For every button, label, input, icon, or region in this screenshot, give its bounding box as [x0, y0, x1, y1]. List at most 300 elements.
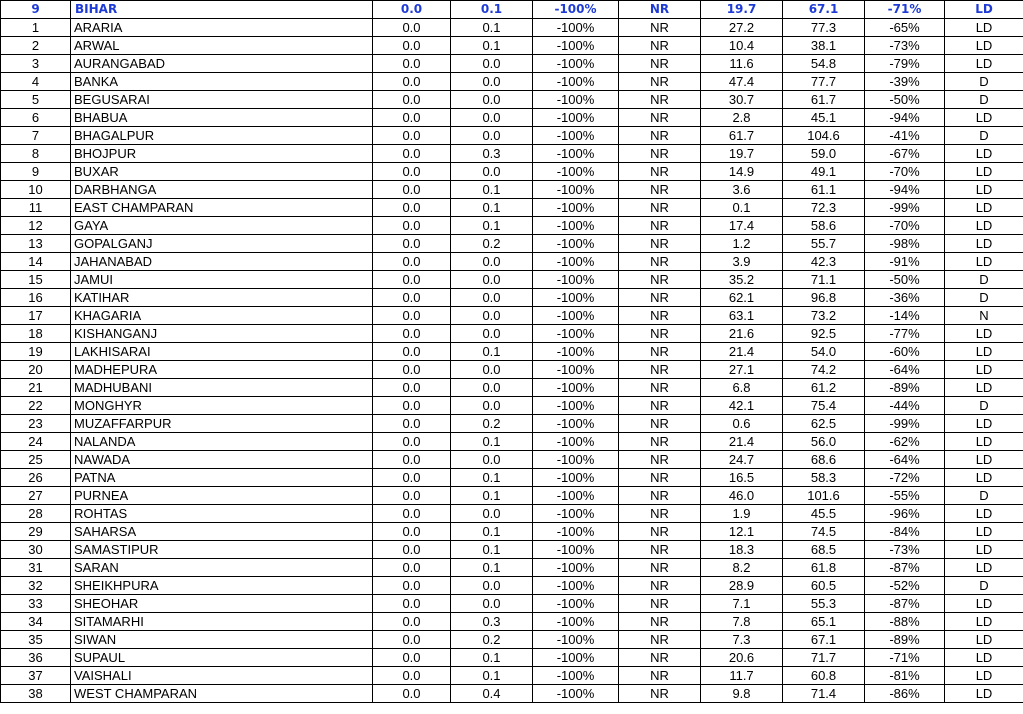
col-5: 24.7: [701, 451, 783, 469]
col-3: -100%: [533, 307, 619, 325]
col-7: -86%: [865, 685, 945, 703]
col-4: NR: [619, 397, 701, 415]
col-4: NR: [619, 487, 701, 505]
district-number: 23: [1, 415, 71, 433]
col-5: 1.9: [701, 505, 783, 523]
table-row: [1, 595, 1023, 613]
col-8: LD: [945, 163, 1023, 181]
col-8: LD: [945, 19, 1023, 37]
col-5: 16.5: [701, 469, 783, 487]
table-row: [1, 325, 1023, 343]
col-3: -100%: [533, 145, 619, 163]
col-3: -100%: [533, 217, 619, 235]
col-7: -50%: [865, 271, 945, 289]
table-row: [1, 109, 1023, 127]
table-row: [1, 253, 1023, 271]
col-7: -91%: [865, 253, 945, 271]
district-number: 38: [1, 685, 71, 703]
col-8: LD: [945, 649, 1023, 667]
col-1: 0.0: [373, 145, 451, 163]
col-7: -87%: [865, 559, 945, 577]
col-2: 0.0: [451, 379, 533, 397]
col-8: LD: [945, 217, 1023, 235]
col-3: -100%: [533, 199, 619, 217]
district-name: KATIHAR: [71, 289, 373, 307]
state-col-5: 19.7: [701, 1, 783, 19]
col-8: LD: [945, 595, 1023, 613]
col-6: 61.7: [783, 91, 865, 109]
col-5: 20.6: [701, 649, 783, 667]
district-number: 1: [1, 19, 71, 37]
col-5: 0.6: [701, 415, 783, 433]
col-3: -100%: [533, 289, 619, 307]
col-3: -100%: [533, 37, 619, 55]
col-3: -100%: [533, 253, 619, 271]
col-5: 27.2: [701, 19, 783, 37]
district-name: SIWAN: [71, 631, 373, 649]
table-row: [1, 217, 1023, 235]
table-row: [1, 19, 1023, 37]
table-row: [1, 451, 1023, 469]
col-3: -100%: [533, 181, 619, 199]
col-5: 21.4: [701, 343, 783, 361]
col-4: NR: [619, 55, 701, 73]
col-3: -100%: [533, 577, 619, 595]
col-7: -70%: [865, 217, 945, 235]
col-2: 0.4: [451, 685, 533, 703]
col-6: 58.6: [783, 217, 865, 235]
col-5: 18.3: [701, 541, 783, 559]
district-name: SHEIKHPURA: [71, 577, 373, 595]
col-3: -100%: [533, 109, 619, 127]
col-3: -100%: [533, 649, 619, 667]
col-6: 104.6: [783, 127, 865, 145]
table-row: [1, 163, 1023, 181]
district-name: ARWAL: [71, 37, 373, 55]
state-col-6: 67.1: [783, 1, 865, 19]
col-5: 46.0: [701, 487, 783, 505]
col-8: LD: [945, 37, 1023, 55]
col-7: -84%: [865, 523, 945, 541]
district-number: 2: [1, 37, 71, 55]
col-5: 12.1: [701, 523, 783, 541]
col-3: -100%: [533, 91, 619, 109]
district-number: 16: [1, 289, 71, 307]
col-6: 68.6: [783, 451, 865, 469]
col-6: 55.3: [783, 595, 865, 613]
district-name: MUZAFFARPUR: [71, 415, 373, 433]
district-number: 31: [1, 559, 71, 577]
col-6: 45.1: [783, 109, 865, 127]
col-5: 3.6: [701, 181, 783, 199]
col-2: 0.1: [451, 649, 533, 667]
district-number: 21: [1, 379, 71, 397]
col-1: 0.0: [373, 289, 451, 307]
col-2: 0.0: [451, 55, 533, 73]
table-row: [1, 37, 1023, 55]
col-2: 0.0: [451, 253, 533, 271]
district-number: 19: [1, 343, 71, 361]
col-2: 0.1: [451, 667, 533, 685]
district-number: 34: [1, 613, 71, 631]
col-2: 0.1: [451, 37, 533, 55]
col-8: LD: [945, 613, 1023, 631]
col-2: 0.0: [451, 361, 533, 379]
col-5: 3.9: [701, 253, 783, 271]
col-8: LD: [945, 253, 1023, 271]
state-col-4: NR: [619, 1, 701, 19]
district-number: 25: [1, 451, 71, 469]
col-6: 61.2: [783, 379, 865, 397]
col-8: D: [945, 271, 1023, 289]
col-8: N: [945, 307, 1023, 325]
table-row: [1, 469, 1023, 487]
district-name: DARBHANGA: [71, 181, 373, 199]
district-name: EAST CHAMPARAN: [71, 199, 373, 217]
state-name: BIHAR: [71, 1, 373, 19]
table-row: [1, 73, 1023, 91]
table-row: [1, 127, 1023, 145]
col-7: -81%: [865, 667, 945, 685]
col-1: 0.0: [373, 685, 451, 703]
col-5: 6.8: [701, 379, 783, 397]
col-8: LD: [945, 667, 1023, 685]
col-7: -67%: [865, 145, 945, 163]
district-number: 28: [1, 505, 71, 523]
district-name: JAHANABAD: [71, 253, 373, 271]
district-name: AURANGABAD: [71, 55, 373, 73]
col-6: 55.7: [783, 235, 865, 253]
col-1: 0.0: [373, 505, 451, 523]
col-2: 0.0: [451, 109, 533, 127]
district-rows: [1, 19, 1023, 703]
col-5: 19.7: [701, 145, 783, 163]
col-1: 0.0: [373, 217, 451, 235]
district-name: BEGUSARAI: [71, 91, 373, 109]
col-7: -94%: [865, 109, 945, 127]
col-1: 0.0: [373, 415, 451, 433]
col-2: 0.1: [451, 181, 533, 199]
col-1: 0.0: [373, 613, 451, 631]
col-3: -100%: [533, 667, 619, 685]
col-7: -60%: [865, 343, 945, 361]
col-3: -100%: [533, 271, 619, 289]
col-6: 72.3: [783, 199, 865, 217]
col-7: -99%: [865, 199, 945, 217]
col-7: -72%: [865, 469, 945, 487]
col-8: LD: [945, 181, 1023, 199]
col-8: D: [945, 487, 1023, 505]
col-5: 9.8: [701, 685, 783, 703]
district-name: KHAGARIA: [71, 307, 373, 325]
col-5: 27.1: [701, 361, 783, 379]
col-1: 0.0: [373, 199, 451, 217]
col-1: 0.0: [373, 595, 451, 613]
col-4: NR: [619, 685, 701, 703]
table-row: [1, 559, 1023, 577]
col-7: -88%: [865, 613, 945, 631]
district-number: 4: [1, 73, 71, 91]
col-2: 0.1: [451, 559, 533, 577]
col-3: -100%: [533, 433, 619, 451]
table-row: [1, 487, 1023, 505]
table-row: [1, 649, 1023, 667]
col-7: -55%: [865, 487, 945, 505]
col-2: 0.1: [451, 19, 533, 37]
col-1: 0.0: [373, 55, 451, 73]
col-5: 2.8: [701, 109, 783, 127]
col-8: LD: [945, 469, 1023, 487]
district-name: MADHUBANI: [71, 379, 373, 397]
district-name: NAWADA: [71, 451, 373, 469]
col-4: NR: [619, 235, 701, 253]
state-summary-row: [1, 1, 1023, 19]
col-6: 60.5: [783, 577, 865, 595]
col-4: NR: [619, 163, 701, 181]
district-number: 29: [1, 523, 71, 541]
col-6: 54.8: [783, 55, 865, 73]
col-4: NR: [619, 469, 701, 487]
col-4: NR: [619, 325, 701, 343]
col-2: 0.1: [451, 199, 533, 217]
col-2: 0.3: [451, 145, 533, 163]
district-name: BHABUA: [71, 109, 373, 127]
table-row: [1, 505, 1023, 523]
col-2: 0.2: [451, 631, 533, 649]
col-6: 61.1: [783, 181, 865, 199]
table-row: [1, 685, 1023, 703]
col-4: NR: [619, 253, 701, 271]
district-name: SAHARSA: [71, 523, 373, 541]
district-name: BUXAR: [71, 163, 373, 181]
col-4: NR: [619, 649, 701, 667]
col-3: -100%: [533, 19, 619, 37]
district-number: 33: [1, 595, 71, 613]
col-6: 73.2: [783, 307, 865, 325]
col-3: -100%: [533, 559, 619, 577]
col-4: NR: [619, 19, 701, 37]
col-1: 0.0: [373, 649, 451, 667]
district-name: SHEOHAR: [71, 595, 373, 613]
col-4: NR: [619, 433, 701, 451]
col-5: 11.6: [701, 55, 783, 73]
district-number: 26: [1, 469, 71, 487]
col-7: -89%: [865, 379, 945, 397]
col-7: -98%: [865, 235, 945, 253]
col-1: 0.0: [373, 487, 451, 505]
col-6: 61.8: [783, 559, 865, 577]
district-name: MONGHYR: [71, 397, 373, 415]
col-7: -79%: [865, 55, 945, 73]
col-5: 11.7: [701, 667, 783, 685]
col-1: 0.0: [373, 433, 451, 451]
col-4: NR: [619, 271, 701, 289]
col-1: 0.0: [373, 541, 451, 559]
table-row: [1, 397, 1023, 415]
col-8: D: [945, 91, 1023, 109]
col-2: 0.0: [451, 451, 533, 469]
district-name: BHAGALPUR: [71, 127, 373, 145]
col-2: 0.3: [451, 613, 533, 631]
district-name: PURNEA: [71, 487, 373, 505]
col-7: -65%: [865, 19, 945, 37]
table-row: [1, 667, 1023, 685]
col-7: -50%: [865, 91, 945, 109]
col-8: D: [945, 289, 1023, 307]
col-4: NR: [619, 343, 701, 361]
col-6: 56.0: [783, 433, 865, 451]
col-2: 0.1: [451, 523, 533, 541]
col-1: 0.0: [373, 577, 451, 595]
col-8: LD: [945, 559, 1023, 577]
col-5: 14.9: [701, 163, 783, 181]
col-5: 7.1: [701, 595, 783, 613]
col-6: 49.1: [783, 163, 865, 181]
district-number: 10: [1, 181, 71, 199]
state-col-3: -100%: [533, 1, 619, 19]
col-3: -100%: [533, 451, 619, 469]
state-col-8: LD: [945, 1, 1023, 19]
col-4: NR: [619, 505, 701, 523]
col-3: -100%: [533, 55, 619, 73]
col-5: 10.4: [701, 37, 783, 55]
district-name: SITAMARHI: [71, 613, 373, 631]
col-7: -52%: [865, 577, 945, 595]
col-4: NR: [619, 73, 701, 91]
col-4: NR: [619, 109, 701, 127]
col-4: NR: [619, 199, 701, 217]
col-1: 0.0: [373, 109, 451, 127]
col-7: -96%: [865, 505, 945, 523]
col-8: LD: [945, 379, 1023, 397]
col-2: 0.0: [451, 163, 533, 181]
col-6: 45.5: [783, 505, 865, 523]
col-4: NR: [619, 91, 701, 109]
col-2: 0.2: [451, 415, 533, 433]
col-2: 0.0: [451, 505, 533, 523]
district-number: 6: [1, 109, 71, 127]
col-6: 58.3: [783, 469, 865, 487]
district-name: PATNA: [71, 469, 373, 487]
district-name: SARAN: [71, 559, 373, 577]
col-6: 74.2: [783, 361, 865, 379]
col-6: 59.0: [783, 145, 865, 163]
district-name: MADHEPURA: [71, 361, 373, 379]
table-row: [1, 199, 1023, 217]
table-row: [1, 433, 1023, 451]
table-row: [1, 271, 1023, 289]
col-3: -100%: [533, 361, 619, 379]
district-number: 15: [1, 271, 71, 289]
col-8: D: [945, 73, 1023, 91]
table-row: [1, 145, 1023, 163]
col-5: 62.1: [701, 289, 783, 307]
col-4: NR: [619, 289, 701, 307]
col-7: -94%: [865, 181, 945, 199]
col-1: 0.0: [373, 19, 451, 37]
col-5: 7.8: [701, 613, 783, 631]
col-6: 67.1: [783, 631, 865, 649]
col-8: LD: [945, 55, 1023, 73]
col-2: 0.0: [451, 73, 533, 91]
table-row: [1, 361, 1023, 379]
col-8: LD: [945, 685, 1023, 703]
district-number: 27: [1, 487, 71, 505]
col-4: NR: [619, 613, 701, 631]
col-6: 38.1: [783, 37, 865, 55]
col-2: 0.0: [451, 595, 533, 613]
district-name: GOPALGANJ: [71, 235, 373, 253]
col-4: NR: [619, 361, 701, 379]
state-number: 9: [1, 1, 71, 19]
col-5: 21.4: [701, 433, 783, 451]
table-row: [1, 289, 1023, 307]
district-number: 18: [1, 325, 71, 343]
col-8: LD: [945, 631, 1023, 649]
col-1: 0.0: [373, 91, 451, 109]
col-4: NR: [619, 37, 701, 55]
col-3: -100%: [533, 685, 619, 703]
col-5: 47.4: [701, 73, 783, 91]
col-1: 0.0: [373, 469, 451, 487]
district-name: SUPAUL: [71, 649, 373, 667]
district-number: 22: [1, 397, 71, 415]
col-1: 0.0: [373, 181, 451, 199]
col-4: NR: [619, 145, 701, 163]
col-2: 0.1: [451, 541, 533, 559]
col-3: -100%: [533, 397, 619, 415]
col-7: -39%: [865, 73, 945, 91]
col-1: 0.0: [373, 127, 451, 145]
col-7: -70%: [865, 163, 945, 181]
col-1: 0.0: [373, 361, 451, 379]
col-3: -100%: [533, 379, 619, 397]
col-6: 74.5: [783, 523, 865, 541]
col-4: NR: [619, 127, 701, 145]
col-8: D: [945, 127, 1023, 145]
col-8: LD: [945, 451, 1023, 469]
district-number: 9: [1, 163, 71, 181]
col-3: -100%: [533, 163, 619, 181]
col-4: NR: [619, 541, 701, 559]
col-4: NR: [619, 415, 701, 433]
state-col-2: 0.1: [451, 1, 533, 19]
col-3: -100%: [533, 235, 619, 253]
col-7: -36%: [865, 289, 945, 307]
col-3: -100%: [533, 469, 619, 487]
col-3: -100%: [533, 505, 619, 523]
col-3: -100%: [533, 541, 619, 559]
col-3: -100%: [533, 631, 619, 649]
col-3: -100%: [533, 523, 619, 541]
col-1: 0.0: [373, 523, 451, 541]
col-6: 96.8: [783, 289, 865, 307]
state-col-7: -71%: [865, 1, 945, 19]
col-8: D: [945, 397, 1023, 415]
col-8: LD: [945, 433, 1023, 451]
col-6: 75.4: [783, 397, 865, 415]
col-6: 71.4: [783, 685, 865, 703]
district-number: 3: [1, 55, 71, 73]
col-8: LD: [945, 505, 1023, 523]
col-1: 0.0: [373, 73, 451, 91]
table-row: [1, 181, 1023, 199]
col-6: 71.7: [783, 649, 865, 667]
col-2: 0.0: [451, 127, 533, 145]
col-4: NR: [619, 667, 701, 685]
district-number: 36: [1, 649, 71, 667]
table-row: [1, 415, 1023, 433]
